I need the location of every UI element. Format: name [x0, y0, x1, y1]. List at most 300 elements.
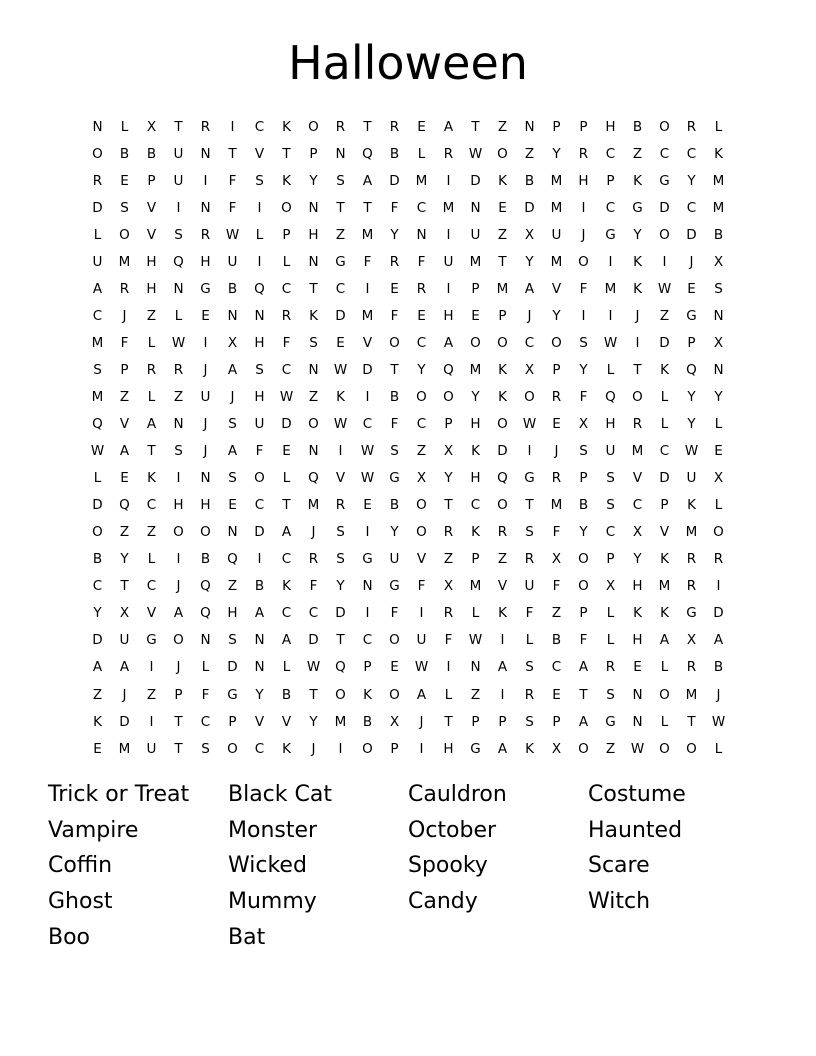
grid-letter[interactable]: N [632, 686, 643, 703]
grid-letter[interactable]: W [279, 388, 294, 405]
grid-letter[interactable]: D [713, 605, 724, 622]
grid-letter[interactable]: S [309, 334, 318, 351]
grid-letter[interactable]: A [227, 361, 238, 378]
grid-letter[interactable]: R [551, 470, 562, 487]
grid-letter[interactable]: G [632, 199, 643, 216]
grid-letter[interactable]: T [363, 199, 372, 216]
grid-letter[interactable]: I [338, 740, 343, 757]
grid-letter[interactable]: R [497, 524, 508, 541]
grid-letter[interactable]: N [227, 524, 238, 541]
grid-letter[interactable]: G [470, 740, 481, 757]
grid-letter[interactable]: L [93, 470, 102, 487]
grid-letter[interactable]: U [551, 226, 562, 243]
grid-letter[interactable]: B [227, 280, 238, 297]
grid-letter[interactable]: F [552, 524, 561, 541]
grid-letter[interactable]: R [335, 118, 346, 135]
grid-letter[interactable]: T [282, 145, 291, 162]
grid-letter[interactable]: G [362, 551, 373, 568]
grid-letter[interactable]: T [633, 361, 642, 378]
grid-letter[interactable]: W [171, 334, 186, 351]
grid-letter[interactable]: U [443, 253, 454, 270]
grid-letter[interactable]: A [578, 659, 589, 676]
grid-letter[interactable]: O [470, 334, 481, 351]
grid-letter[interactable]: D [119, 713, 130, 730]
grid-letter[interactable]: H [443, 307, 454, 324]
grid-letter[interactable]: C [254, 497, 265, 514]
grid-letter[interactable]: M [550, 199, 563, 216]
grid-letter[interactable]: S [174, 443, 183, 460]
grid-letter[interactable]: T [336, 632, 345, 649]
grid-letter[interactable]: Y [714, 388, 723, 405]
grid-letter[interactable]: O [308, 416, 319, 433]
grid-letter[interactable]: T [336, 199, 345, 216]
grid-letter[interactable]: F [552, 578, 561, 595]
grid-letter[interactable]: M [334, 713, 347, 730]
grid-letter[interactable]: B [389, 388, 400, 405]
grid-letter[interactable]: A [659, 632, 670, 649]
grid-letter[interactable]: I [446, 280, 451, 297]
grid-letter[interactable]: T [174, 118, 183, 135]
grid-letter[interactable]: V [254, 145, 265, 162]
grid-letter[interactable]: G [200, 280, 211, 297]
grid-letter[interactable]: Y [309, 172, 318, 189]
grid-letter[interactable]: G [389, 578, 400, 595]
grid-letter[interactable]: M [361, 307, 374, 324]
grid-letter[interactable]: K [660, 605, 669, 622]
grid-letter[interactable]: M [496, 280, 509, 297]
grid-letter[interactable]: S [336, 172, 345, 189]
grid-letter[interactable]: S [228, 632, 237, 649]
grid-letter[interactable]: N [173, 416, 184, 433]
grid-letter[interactable]: C [254, 118, 265, 135]
grid-letter[interactable]: H [578, 172, 589, 189]
grid-letter[interactable]: A [119, 443, 130, 460]
grid-letter[interactable]: Z [470, 686, 481, 703]
grid-letter[interactable]: Q [227, 551, 238, 568]
grid-letter[interactable]: O [254, 470, 265, 487]
grid-letter[interactable]: L [660, 713, 669, 730]
grid-letter[interactable]: K [498, 388, 507, 405]
grid-letter[interactable]: Y [687, 416, 696, 433]
grid-letter[interactable]: I [500, 686, 505, 703]
grid-letter[interactable]: C [254, 740, 265, 757]
grid-letter[interactable]: K [525, 740, 534, 757]
grid-letter[interactable]: N [308, 253, 319, 270]
grid-letter[interactable]: Y [633, 551, 642, 568]
grid-letter[interactable]: F [579, 632, 588, 649]
grid-letter[interactable]: Z [146, 524, 157, 541]
grid-letter[interactable]: Q [200, 605, 211, 622]
grid-letter[interactable]: A [281, 524, 292, 541]
grid-letter[interactable]: M [91, 388, 104, 405]
grid-letter[interactable]: J [311, 740, 316, 757]
grid-letter[interactable]: V [416, 551, 427, 568]
grid-letter[interactable]: S [525, 524, 534, 541]
grid-letter[interactable]: L [525, 632, 534, 649]
grid-letter[interactable]: L [444, 686, 453, 703]
grid-letter[interactable]: I [338, 443, 343, 460]
grid-letter[interactable]: Y [579, 524, 588, 541]
grid-letter[interactable]: S [255, 361, 264, 378]
grid-letter[interactable]: Y [525, 253, 534, 270]
grid-letter[interactable]: H [632, 632, 643, 649]
grid-letter[interactable]: R [281, 307, 292, 324]
grid-letter[interactable]: P [282, 226, 291, 243]
grid-letter[interactable]: C [281, 361, 292, 378]
grid-letter[interactable]: E [417, 307, 426, 324]
grid-letter[interactable]: R [524, 551, 535, 568]
grid-letter[interactable]: G [686, 307, 697, 324]
grid-letter[interactable]: B [389, 145, 400, 162]
grid-letter[interactable]: T [525, 497, 534, 514]
grid-letter[interactable]: I [230, 118, 235, 135]
grid-letter[interactable]: K [93, 713, 102, 730]
grid-letter[interactable]: G [605, 713, 616, 730]
grid-letter[interactable]: P [120, 361, 129, 378]
grid-letter[interactable]: B [524, 172, 535, 189]
grid-letter[interactable]: X [524, 226, 535, 243]
grid-letter[interactable]: E [201, 307, 210, 324]
grid-letter[interactable]: V [146, 226, 157, 243]
grid-letter[interactable]: K [498, 172, 507, 189]
grid-letter[interactable]: O [497, 145, 508, 162]
grid-letter[interactable]: A [497, 659, 508, 676]
grid-letter[interactable]: N [308, 199, 319, 216]
grid-letter[interactable]: Z [497, 551, 508, 568]
grid-letter[interactable]: A [227, 443, 238, 460]
grid-letter[interactable]: O [389, 334, 400, 351]
grid-letter[interactable]: P [309, 145, 318, 162]
grid-letter[interactable]: S [579, 443, 588, 460]
grid-letter[interactable]: H [227, 605, 238, 622]
grid-letter[interactable]: Y [552, 145, 561, 162]
grid-letter[interactable]: K [363, 686, 372, 703]
grid-letter[interactable]: R [686, 551, 697, 568]
grid-letter[interactable]: D [497, 443, 508, 460]
grid-letter[interactable]: Z [308, 388, 319, 405]
grid-letter[interactable]: K [660, 361, 669, 378]
grid-letter[interactable]: G [389, 470, 400, 487]
grid-letter[interactable]: P [606, 172, 615, 189]
grid-letter[interactable]: Q [119, 497, 130, 514]
grid-letter[interactable]: T [687, 713, 696, 730]
grid-letter[interactable]: I [365, 605, 370, 622]
grid-letter[interactable]: U [227, 253, 238, 270]
grid-letter[interactable]: C [335, 280, 346, 297]
grid-letter[interactable]: I [608, 307, 613, 324]
grid-letter[interactable]: X [443, 443, 454, 460]
grid-letter[interactable]: Q [173, 253, 184, 270]
grid-letter[interactable]: V [659, 524, 670, 541]
grid-letter[interactable]: C [362, 632, 373, 649]
grid-letter[interactable]: S [228, 416, 237, 433]
grid-letter[interactable]: E [687, 280, 696, 297]
grid-letter[interactable]: T [363, 118, 372, 135]
grid-letter[interactable]: N [254, 307, 265, 324]
grid-letter[interactable]: H [200, 497, 211, 514]
grid-letter[interactable]: L [660, 416, 669, 433]
grid-letter[interactable]: B [254, 578, 265, 595]
grid-letter[interactable]: U [470, 226, 481, 243]
grid-letter[interactable]: T [498, 253, 507, 270]
grid-letter[interactable]: A [578, 713, 589, 730]
grid-letter[interactable]: Z [119, 388, 130, 405]
grid-letter[interactable]: T [174, 713, 183, 730]
grid-letter[interactable]: O [632, 388, 643, 405]
grid-letter[interactable]: Z [443, 551, 454, 568]
grid-letter[interactable]: U [200, 388, 211, 405]
grid-letter[interactable]: Z [146, 686, 157, 703]
grid-letter[interactable]: E [228, 497, 237, 514]
grid-letter[interactable]: F [390, 605, 399, 622]
grid-letter[interactable]: N [713, 307, 724, 324]
grid-letter[interactable]: A [443, 118, 454, 135]
grid-letter[interactable]: A [92, 280, 103, 297]
grid-letter[interactable]: F [309, 578, 318, 595]
grid-letter[interactable]: P [552, 361, 561, 378]
grid-letter[interactable]: Z [227, 578, 238, 595]
grid-letter[interactable]: L [660, 659, 669, 676]
grid-letter[interactable]: U [119, 632, 130, 649]
grid-letter[interactable]: R [713, 551, 724, 568]
grid-letter[interactable]: U [173, 145, 184, 162]
grid-letter[interactable]: N [524, 118, 535, 135]
grid-letter[interactable]: B [389, 497, 400, 514]
grid-letter[interactable]: A [119, 659, 130, 676]
grid-letter[interactable]: L [255, 226, 264, 243]
grid-letter[interactable]: L [714, 118, 723, 135]
grid-letter[interactable]: O [713, 524, 724, 541]
grid-letter[interactable]: Z [119, 524, 130, 541]
grid-letter[interactable]: U [146, 740, 157, 757]
grid-letter[interactable]: V [281, 713, 292, 730]
grid-letter[interactable]: I [608, 253, 613, 270]
grid-letter[interactable]: R [416, 280, 427, 297]
grid-letter[interactable]: W [468, 145, 483, 162]
grid-letter[interactable]: K [633, 172, 642, 189]
grid-letter[interactable]: O [416, 388, 427, 405]
grid-letter[interactable]: D [362, 361, 373, 378]
grid-letter[interactable]: L [174, 307, 183, 324]
grid-letter[interactable]: Y [336, 578, 345, 595]
grid-letter[interactable]: T [579, 686, 588, 703]
grid-letter[interactable]: D [227, 659, 238, 676]
grid-letter[interactable]: E [282, 443, 291, 460]
grid-letter[interactable]: I [149, 713, 154, 730]
grid-letter[interactable]: I [365, 280, 370, 297]
grid-letter[interactable]: R [443, 145, 454, 162]
grid-letter[interactable]: K [633, 605, 642, 622]
grid-letter[interactable]: M [604, 280, 617, 297]
grid-letter[interactable]: E [120, 172, 129, 189]
grid-letter[interactable]: S [228, 470, 237, 487]
grid-letter[interactable]: T [471, 118, 480, 135]
grid-letter[interactable]: M [118, 253, 131, 270]
grid-letter[interactable]: C [308, 605, 319, 622]
grid-letter[interactable]: I [365, 388, 370, 405]
grid-letter[interactable]: H [254, 334, 265, 351]
grid-letter[interactable]: I [662, 253, 667, 270]
grid-letter[interactable]: H [605, 118, 616, 135]
grid-letter[interactable]: O [200, 524, 211, 541]
grid-letter[interactable]: I [500, 632, 505, 649]
grid-letter[interactable]: F [282, 334, 291, 351]
grid-letter[interactable]: Y [552, 307, 561, 324]
grid-letter[interactable]: R [686, 659, 697, 676]
grid-letter[interactable]: W [630, 740, 645, 757]
grid-letter[interactable]: V [146, 199, 157, 216]
grid-letter[interactable]: V [362, 334, 373, 351]
grid-letter[interactable]: D [686, 226, 697, 243]
grid-letter[interactable]: O [659, 118, 670, 135]
grid-letter[interactable]: Z [173, 388, 184, 405]
grid-letter[interactable]: R [632, 416, 643, 433]
grid-letter[interactable]: O [659, 740, 670, 757]
grid-letter[interactable]: Y [390, 524, 399, 541]
grid-letter[interactable]: I [419, 740, 424, 757]
grid-letter[interactable]: P [444, 416, 453, 433]
grid-letter[interactable]: K [687, 497, 696, 514]
grid-letter[interactable]: M [469, 253, 482, 270]
grid-letter[interactable]: A [713, 632, 724, 649]
grid-letter[interactable]: H [308, 226, 319, 243]
grid-letter[interactable]: N [254, 659, 265, 676]
grid-letter[interactable]: J [203, 443, 208, 460]
grid-letter[interactable]: C [200, 713, 211, 730]
grid-letter[interactable]: J [203, 361, 208, 378]
grid-letter[interactable]: Q [335, 659, 346, 676]
grid-letter[interactable]: Z [146, 307, 157, 324]
grid-letter[interactable]: D [92, 199, 103, 216]
grid-letter[interactable]: X [416, 470, 427, 487]
grid-letter[interactable]: B [713, 659, 724, 676]
grid-letter[interactable]: R [443, 524, 454, 541]
grid-letter[interactable]: J [176, 659, 181, 676]
grid-letter[interactable]: J [419, 713, 424, 730]
grid-letter[interactable]: F [120, 334, 129, 351]
grid-letter[interactable]: W [522, 416, 537, 433]
grid-letter[interactable]: Z [92, 686, 103, 703]
grid-letter[interactable]: P [579, 605, 588, 622]
grid-letter[interactable]: O [173, 632, 184, 649]
grid-letter[interactable]: N [362, 578, 373, 595]
grid-letter[interactable]: M [361, 226, 374, 243]
grid-letter[interactable]: L [714, 497, 723, 514]
grid-letter[interactable]: X [713, 253, 724, 270]
grid-letter[interactable]: S [579, 334, 588, 351]
grid-letter[interactable]: S [606, 686, 615, 703]
grid-letter[interactable]: V [146, 605, 157, 622]
grid-letter[interactable]: R [146, 361, 157, 378]
grid-letter[interactable]: W [333, 361, 348, 378]
grid-letter[interactable]: X [713, 470, 724, 487]
grid-letter[interactable]: D [254, 524, 265, 541]
grid-letter[interactable]: X [551, 740, 562, 757]
grid-letter[interactable]: X [389, 713, 400, 730]
grid-letter[interactable]: A [443, 334, 454, 351]
grid-letter[interactable]: K [498, 605, 507, 622]
grid-letter[interactable]: U [92, 253, 103, 270]
grid-letter[interactable]: B [119, 145, 130, 162]
grid-letter[interactable]: C [632, 497, 643, 514]
grid-letter[interactable]: V [551, 280, 562, 297]
grid-letter[interactable]: R [389, 253, 400, 270]
grid-letter[interactable]: O [578, 253, 589, 270]
grid-letter[interactable]: W [468, 632, 483, 649]
grid-letter[interactable]: Z [632, 145, 643, 162]
grid-letter[interactable]: Z [335, 226, 346, 243]
grid-letter[interactable]: J [635, 307, 640, 324]
grid-letter[interactable]: K [471, 443, 480, 460]
grid-letter[interactable]: P [498, 713, 507, 730]
grid-letter[interactable]: F [255, 443, 264, 460]
grid-letter[interactable]: I [446, 172, 451, 189]
grid-letter[interactable]: Y [687, 172, 696, 189]
grid-letter[interactable]: Y [309, 713, 318, 730]
grid-letter[interactable]: N [308, 443, 319, 460]
grid-letter[interactable]: P [471, 280, 480, 297]
grid-letter[interactable]: I [176, 199, 181, 216]
grid-letter[interactable]: I [257, 253, 262, 270]
grid-letter[interactable]: E [552, 416, 561, 433]
grid-letter[interactable]: M [712, 172, 725, 189]
grid-letter[interactable]: P [579, 118, 588, 135]
grid-letter[interactable]: A [92, 659, 103, 676]
grid-letter[interactable]: L [417, 145, 426, 162]
grid-letter[interactable]: C [470, 497, 481, 514]
grid-letter[interactable]: O [335, 686, 346, 703]
grid-letter[interactable]: N [173, 280, 184, 297]
grid-letter[interactable]: V [335, 470, 346, 487]
grid-letter[interactable]: W [360, 470, 375, 487]
grid-letter[interactable]: I [635, 334, 640, 351]
grid-letter[interactable]: A [362, 172, 373, 189]
grid-letter[interactable]: C [605, 524, 616, 541]
grid-letter[interactable]: O [524, 388, 535, 405]
grid-letter[interactable]: P [498, 307, 507, 324]
grid-letter[interactable]: L [606, 632, 615, 649]
grid-letter[interactable]: Y [390, 226, 399, 243]
grid-letter[interactable]: M [442, 199, 455, 216]
grid-letter[interactable]: H [254, 388, 265, 405]
grid-letter[interactable]: M [550, 253, 563, 270]
grid-letter[interactable]: G [146, 632, 157, 649]
grid-letter[interactable]: C [92, 578, 103, 595]
grid-letter[interactable]: M [550, 497, 563, 514]
grid-letter[interactable]: E [336, 334, 345, 351]
grid-letter[interactable]: C [281, 551, 292, 568]
grid-letter[interactable]: J [716, 686, 721, 703]
grid-letter[interactable]: R [605, 659, 616, 676]
grid-letter[interactable]: J [176, 578, 181, 595]
grid-letter[interactable]: K [147, 470, 156, 487]
grid-letter[interactable]: B [281, 686, 292, 703]
grid-letter[interactable]: M [118, 740, 131, 757]
grid-letter[interactable]: Z [605, 740, 616, 757]
grid-letter[interactable]: N [200, 145, 211, 162]
grid-letter[interactable]: K [471, 524, 480, 541]
grid-letter[interactable]: H [146, 253, 157, 270]
grid-letter[interactable]: L [282, 659, 291, 676]
grid-letter[interactable]: J [230, 388, 235, 405]
grid-letter[interactable]: E [120, 470, 129, 487]
grid-letter[interactable]: Z [524, 145, 535, 162]
grid-letter[interactable]: C [281, 605, 292, 622]
grid-letter[interactable]: Q [254, 280, 265, 297]
grid-letter[interactable]: I [365, 524, 370, 541]
grid-letter[interactable]: E [363, 497, 372, 514]
grid-letter[interactable]: R [92, 172, 103, 189]
